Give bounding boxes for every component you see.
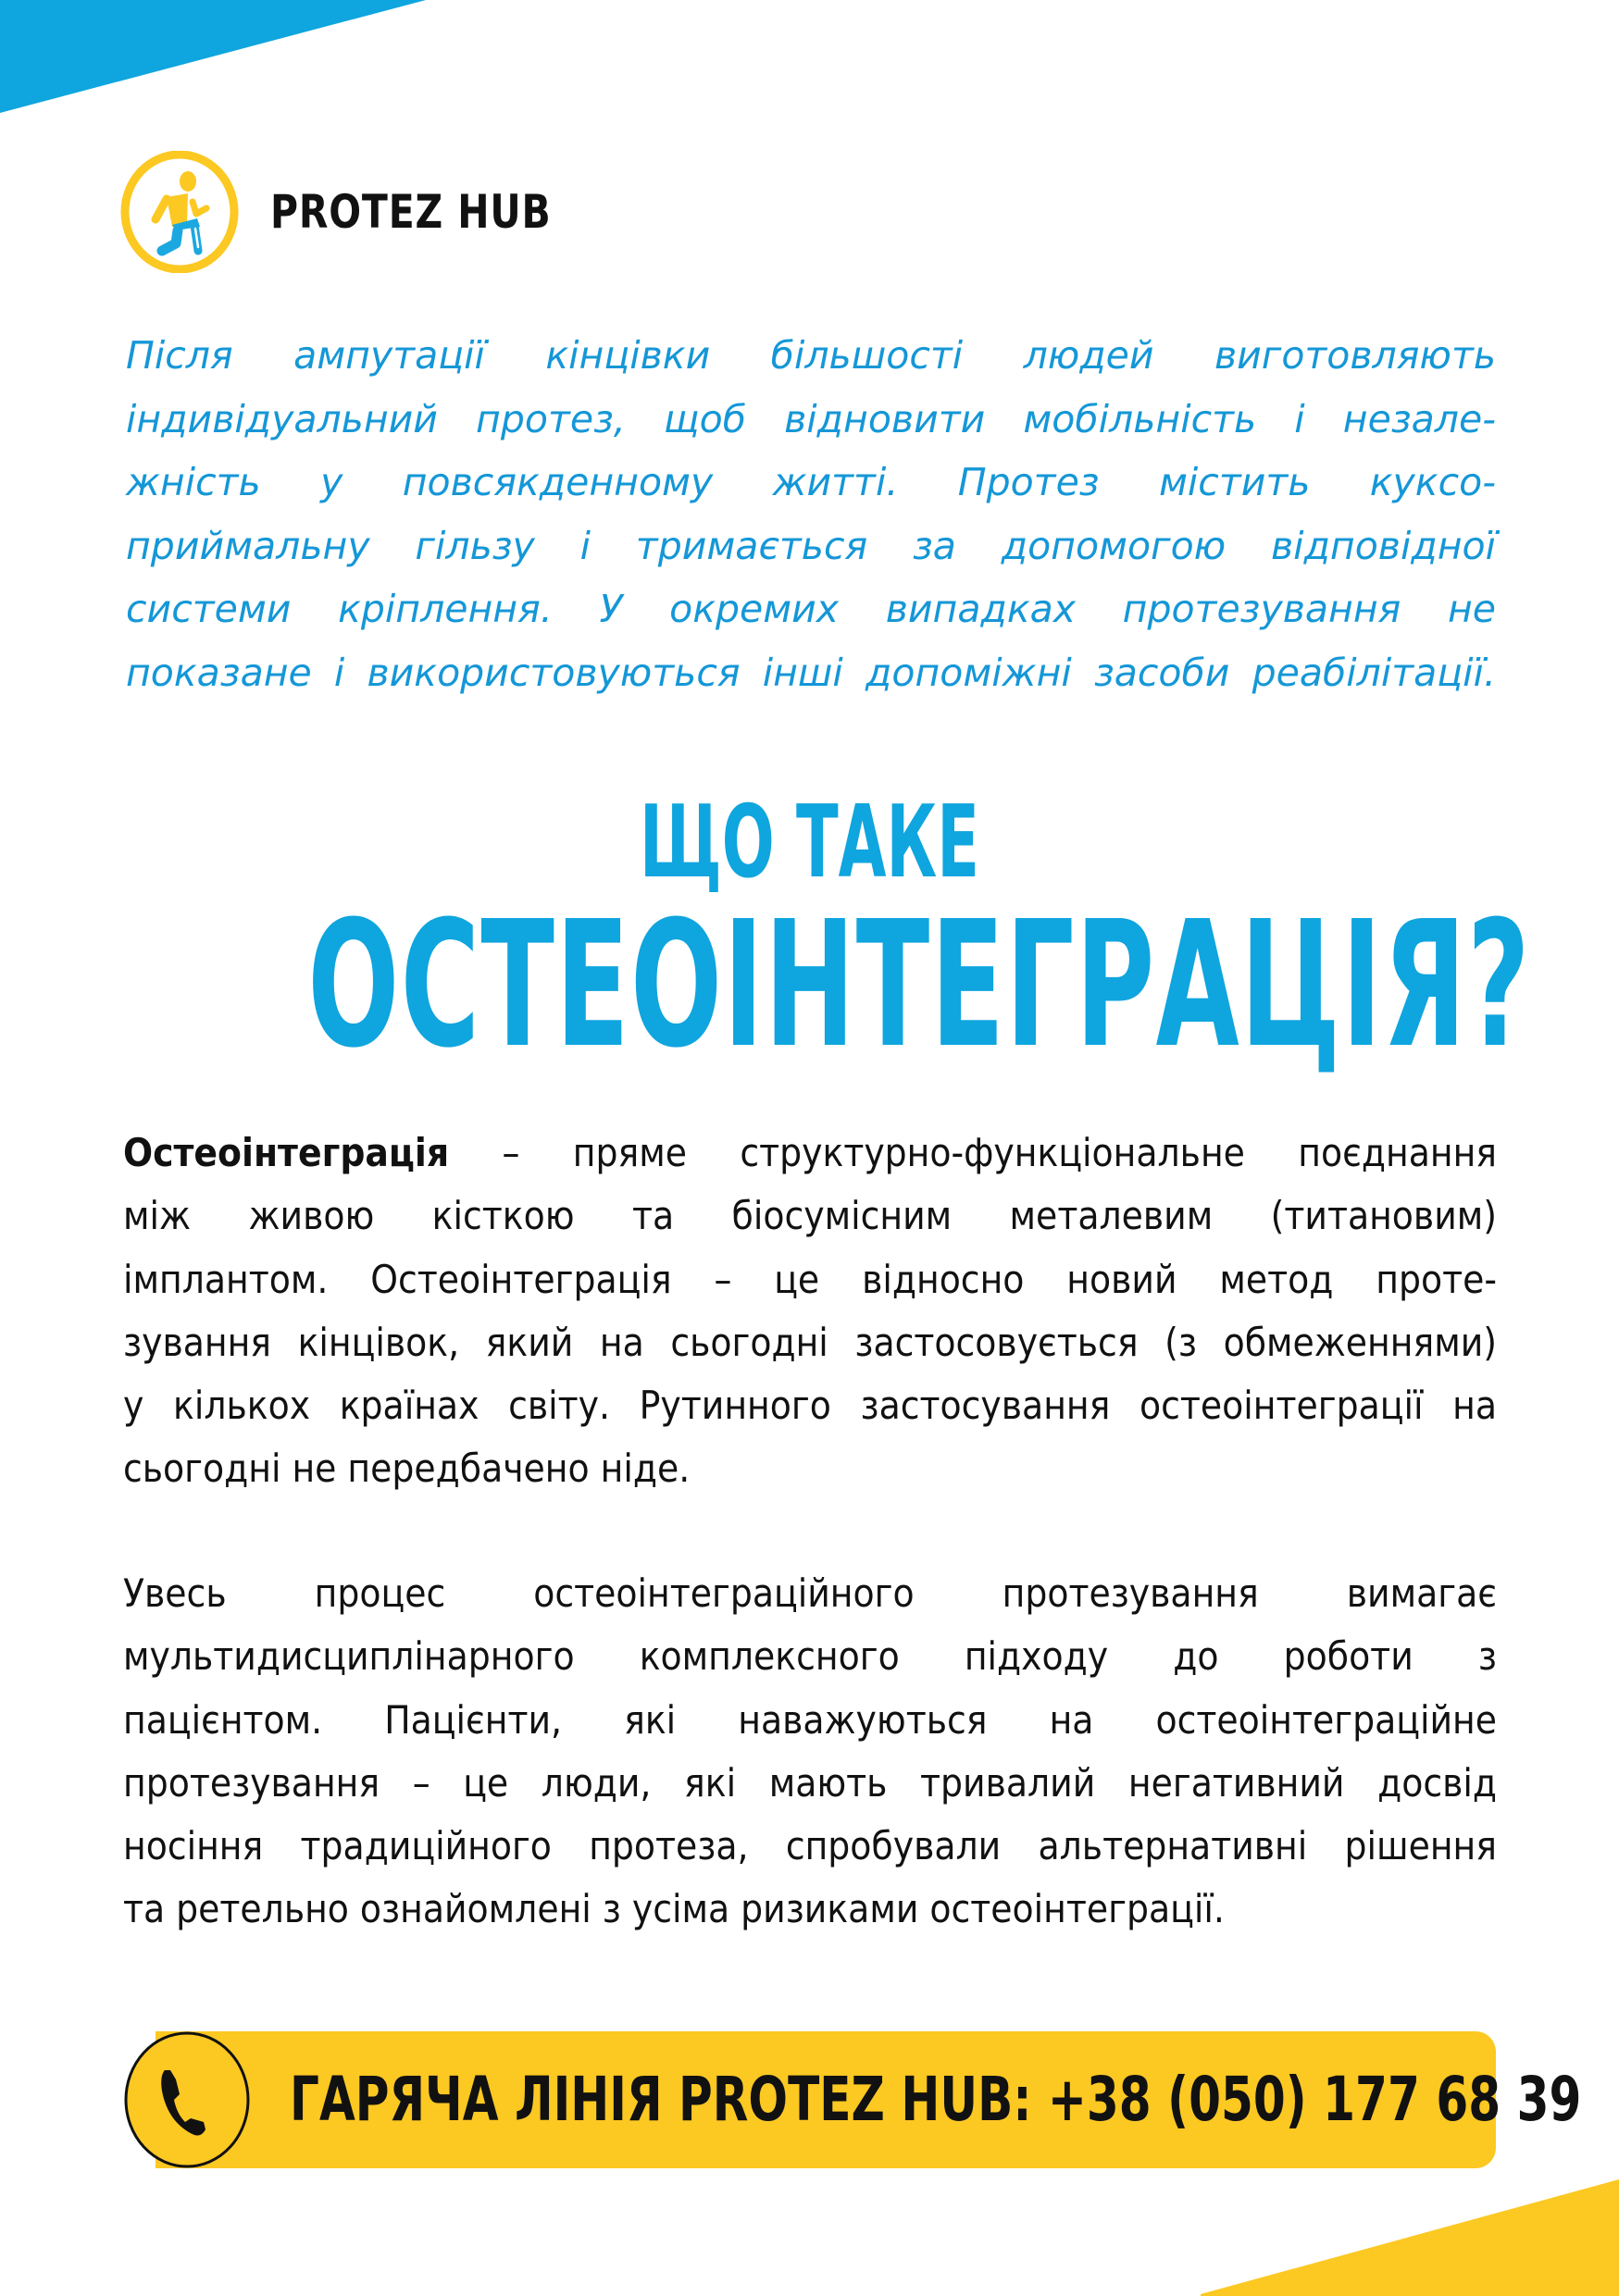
page-title: ОСТЕОІНТЕГРАЦІЯ? [307, 884, 1531, 1086]
process-paragraph [123, 1562, 1497, 1942]
corner-yellow-triangle [1201, 2179, 1619, 2296]
paragraph-line: протезування – це люди, які мають тривалий негативний досвід [123, 1759, 1497, 1806]
corner-blue-triangle [0, 0, 426, 113]
intro-line: показане і використовуються інші допоміжні засоби реабілітації. [126, 650, 1496, 695]
paragraph-line: та ретельно ознайомлені з усіма ризиками остеоінтеграції. [123, 1886, 1225, 1932]
intro-paragraph [126, 324, 1496, 704]
definition-paragraph [123, 1122, 1497, 1501]
intro-line: Після ампутації кінцівки більшості людей виготовляють [126, 333, 1496, 378]
intro-line: жність у повсякденному житті. Протез містить куксо- [126, 460, 1496, 504]
running-amputee-icon [118, 151, 241, 273]
brand-header [118, 152, 613, 272]
paragraph-line: зування кінцівок, який на сьогодні застосовується (з обмеженнями) [123, 1319, 1497, 1365]
phone-icon [118, 2029, 259, 2170]
paragraph-line: пацієнтом. Пацієнти, які наважуються на остеоінтеграційне [123, 1696, 1497, 1743]
heading-question-prefix: ЩО ТАКЕ [640, 785, 979, 900]
paragraph-line: сьогодні не передбачено ніде. [123, 1446, 691, 1492]
intro-line: приймальну гільзу і тримається за допомогою відповідної [126, 523, 1496, 568]
hotline-banner[interactable] [118, 2029, 1582, 2170]
paragraph-line [123, 1122, 1497, 1185]
brand-name: PROTEZ HUB [270, 185, 552, 239]
paragraph-line: імплантом. Остеоінтеграція – це відносно новий метод проте- [123, 1256, 1497, 1302]
paragraph-line: у кількох країнах світу. Рутинного застосування остеоінтеграції на [123, 1383, 1497, 1429]
paragraph-line-text: – пряме структурно-функціональне поєднання [449, 1130, 1497, 1175]
paragraph-line: мультидисциплінарного комплексного підходу до роботи з [123, 1633, 1497, 1680]
paragraph-line: між живою кісткою та біосумісним металевим (титановим) [123, 1193, 1497, 1239]
intro-line: індивідуальний протез, щоб відновити мобільність і незале- [126, 396, 1496, 441]
paragraph-line: носіння традиційного протеза, спробували альтернативні рішення [123, 1823, 1497, 1869]
hotline-phone-text: ГАРЯЧА ЛІНІЯ PROTEZ HUB: +38 (050) 177 68 39 [290, 2064, 1582, 2135]
defined-term: Остеоінтеграція [123, 1130, 450, 1175]
paragraph-line: Увесь процес остеоінтеграційного протезування вимагає [123, 1570, 1497, 1616]
intro-line: системи кріплення. У окремих випадках протезування не [126, 587, 1496, 631]
